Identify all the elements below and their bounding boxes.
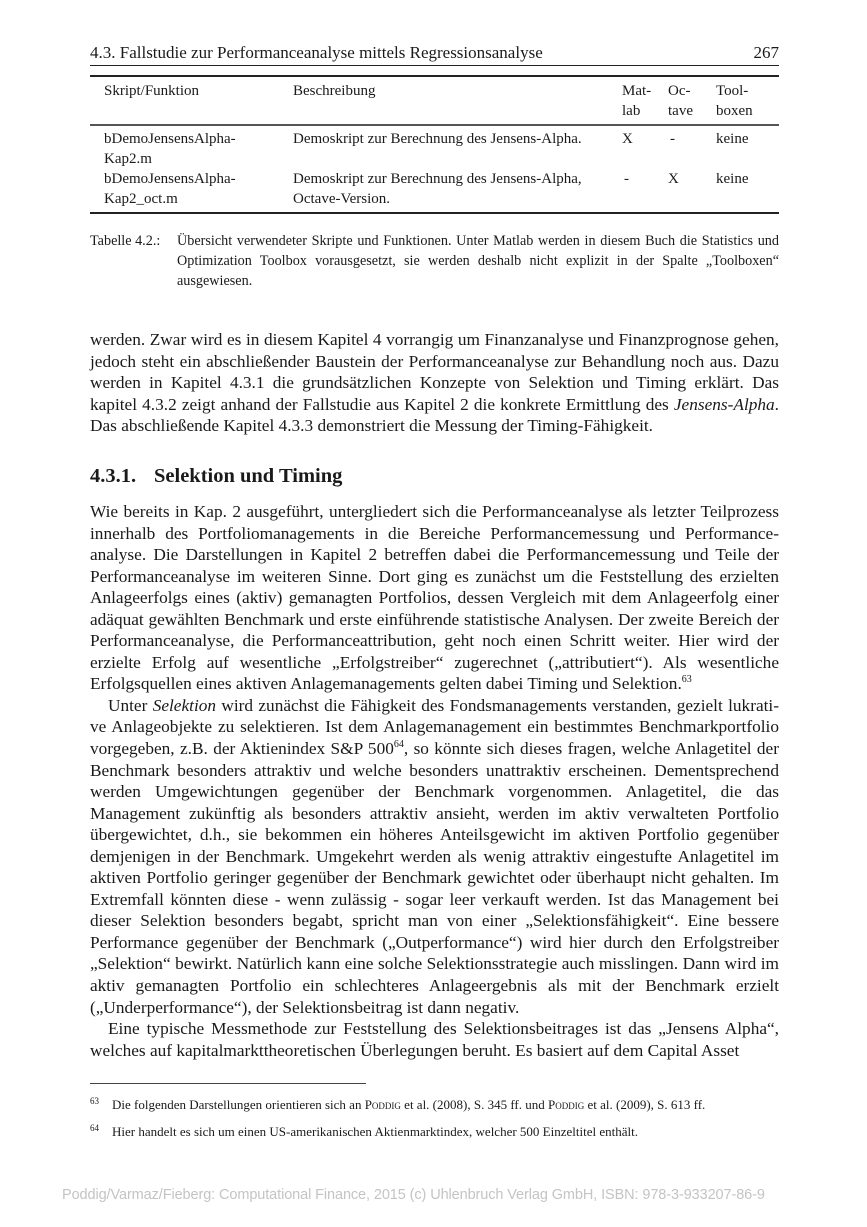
paragraph-3-text: Eine typische Messmethode zur Feststellung des Selektionsbeitrages ist das „Jensens Alpha“, welches auf kapitalmarkttheoretischen Überlegungen beruht. Es basiert auf dem Capital Asset <box>90 1019 779 1060</box>
col-header-description: Beschreibung <box>293 83 376 99</box>
cell-matlab: X <box>622 131 633 147</box>
intro-text-1: werden. Zwar wird es in diesem Kapitel 4 vorrangig um Finanzanalyse und Finanzprognose gehen, jedoch steht ein abschließender Baustein der Performanceanalyse zur Behandlung noch aus. Dazu werden in Kapitel 4.3.1 die grundsätzlichen Konzepte von Selektion und Timing erklärt. Das kapitel 4.3.2 zeigt anhand der Fallstudie aus Kapitel 2 die konkrete Ermittlung des <box>90 330 779 414</box>
cell-toolboxes: keine <box>716 171 749 187</box>
footnote-text: Hier handelt es sich um einen US-amerikanischen Aktienmarktindex, welcher 500 Einzeltitel enthält. <box>112 1124 638 1139</box>
footnote-author: Poddig <box>364 1097 401 1112</box>
intro-italic-term: Jensens-Alpha <box>673 394 775 414</box>
paragraph-2-lead: Unter <box>108 695 153 715</box>
col-header-toolboxes-2: boxen <box>716 103 753 119</box>
section-title: Selektion und Timing <box>154 465 343 487</box>
col-header-octave-2: tave <box>668 103 693 119</box>
header-rule <box>90 65 779 66</box>
running-head <box>90 42 779 64</box>
col-header-matlab-1: Mat- <box>622 83 652 99</box>
footnote-ref-64[interactable]: 64 <box>393 739 404 751</box>
footnote-author: Poddig <box>548 1097 585 1112</box>
footnote-text: et al. (2009), S. 613 ff. <box>584 1097 706 1112</box>
paragraph-2-text-2: , so könnte sich dieses fragen, welche Anlagetitel der Benchmark besonders attraktiv und welche besonders unattraktiv erscheinen. Dementsprechend werden Umgewichtungen gegenüber der Benchmark vorgenommen. Anlagetitel, die das Management zukünftig als besonders attraktiv ansieht, werden im aktiv verwalteten Portfolio übergewichtet, d.h., sie bekommen ein höheres Anteilsgewicht im aktiven Portfolio gegenüber demjenigen in der Benchmark. Umgekehrt werden als wenig attraktiv eingestufte Anlagetitel im aktiven Portfolio geringer gegenüber der Benchmark gewichtet oder überhaupt nicht gehalten. Im Extremfall könnten diese - wenn zulässig - sogar leer verkauft werden. Ist das Management bei dieser Selektion besonders begabt, spricht man von einer „Selektionsfähigkeit“. Eine bessere Performance gegenüber der Benchmark („Outperformance“) wird hier durch den Erfolgstreiber „Selektion“ bewirkt. Natürlich kann eine solche Selektionsstrategie auch misslingen. Dann wird im aktiv gemanagten Portfolio ein schlechteres Anlageergebnis als mit der Benchmark erzielt („Underperformance“), der Selektionsbeitrag ist dann negativ. <box>90 739 779 1017</box>
section-heading <box>90 463 342 489</box>
intro-paragraph <box>90 329 779 437</box>
footnote-rule <box>90 1083 366 1084</box>
cell-description: Demoskript zur Berechnung des Jensens-Alpha. <box>293 131 582 147</box>
intro-text-2: . Das abschließende Kapitel 4.3.3 demonstriert die Messung der Timing-Fähigkeit. <box>90 394 779 436</box>
cell-script: bDemoJensensAlpha- <box>104 131 236 147</box>
footnote-ref-63[interactable]: 63 <box>681 674 692 686</box>
cell-description: Demoskript zur Berechnung des Jensens-Alpha, <box>293 171 582 187</box>
table-mid-rule <box>90 124 779 126</box>
footnote-text: Die folgenden Darstellungen orientieren sich an <box>112 1097 365 1112</box>
section-number: 4.3.1. <box>90 465 137 487</box>
paragraph-2 <box>90 695 779 1018</box>
footnote-number: 63 <box>90 1096 99 1106</box>
col-header-toolboxes-1: Tool- <box>716 83 749 99</box>
footnote-63 <box>90 1096 779 1114</box>
table-bottom-rule <box>90 212 779 214</box>
table-top-rule <box>90 75 779 77</box>
caption-label: Tabelle 4.2.: <box>90 233 161 249</box>
col-header-octave-1: Oc- <box>668 83 691 99</box>
footnote-text: et al. (2008), S. 345 ff. und <box>400 1097 548 1112</box>
section-body <box>90 501 779 1061</box>
cell-description-cont: Octave-Version. <box>293 191 391 207</box>
footnote-number: 64 <box>90 1123 99 1133</box>
paragraph-3 <box>90 1018 779 1061</box>
paragraph-2-text-1: wird zunächst die Fähigkeit des Fondsmanagements verstanden, gezielt lukrative Anlageobjekte zu selektieren. Ist dem Anlagemanagement ein bestimmtes Benchmarkportfolio vorgegeben, z.B. der Aktienindex S&P 500 <box>90 695 779 759</box>
paragraph-1 <box>90 501 779 695</box>
cell-script: bDemoJensensAlpha- <box>104 171 236 187</box>
paragraph-2-italic-term: Selektion <box>152 695 217 715</box>
footnote-64 <box>90 1123 779 1141</box>
copyright-watermark: Poddig/Varmaz/Fieberg: Computational Finance, 2015 (c) Uhlenbruch Verlag GmbH, ISBN: 978-3-933207-86-9 <box>62 1187 765 1203</box>
running-head-section: 4.3. Fallstudie zur Performanceanalyse mittels Regressionsanalyse <box>90 43 543 62</box>
cell-octave: X <box>668 171 679 187</box>
cell-octave: - <box>670 131 675 147</box>
page-number: 267 <box>753 43 779 62</box>
cell-matlab: - <box>624 171 629 187</box>
caption-text: Übersicht verwendeter Skripte und Funktionen. Unter Matlab werden in diesem Buch die Statistics und Optimization Toolbox vorausgesetzt, sie werden deshalb nicht explizit in der Spalte „Toolboxen“ ausgewiesen. <box>177 233 779 289</box>
cell-toolboxes: keine <box>716 131 749 147</box>
cell-script-cont: Kap2.m <box>104 151 152 167</box>
col-header-script: Skript/Funktion <box>104 83 200 99</box>
col-header-matlab-2: lab <box>622 103 641 119</box>
paragraph-1-text: Wie bereits in Kap. 2 ausgeführt, untergliedert sich die Performanceanalyse als letzter Teilprozess innerhalb des Portfoliomanagements in die Bereiche Performancemessung und Performanceanalyse. Die Darstellungen in Kapitel 2 betreffen dabei die Performancemessung und Teile der Performanceanalyse im weiteren Sinne. Dort ging es zunächst um die Feststellung des erzielten Anlageerfolgs eines (aktiv) gemanagten Portfolios, dessen Vergleich mit dem Anlageerfolg einer adäquat gewählten Benchmark und erste einführende statistische Analysen. Der zweite Bereich der Performanceanalyse, die Performanceattribution, geht noch einen Schritt weiter. Hier wird der erzielte Erfolg auf wesentliche „Erfolgstreiber“ zugerechnet („attributiert“). Als wesentliche Erfolgsquellen eines aktiven Anlagemanagements gelten dabei Timing und Selektion. <box>90 502 779 694</box>
cell-script-cont: Kap2_oct.m <box>104 191 178 207</box>
